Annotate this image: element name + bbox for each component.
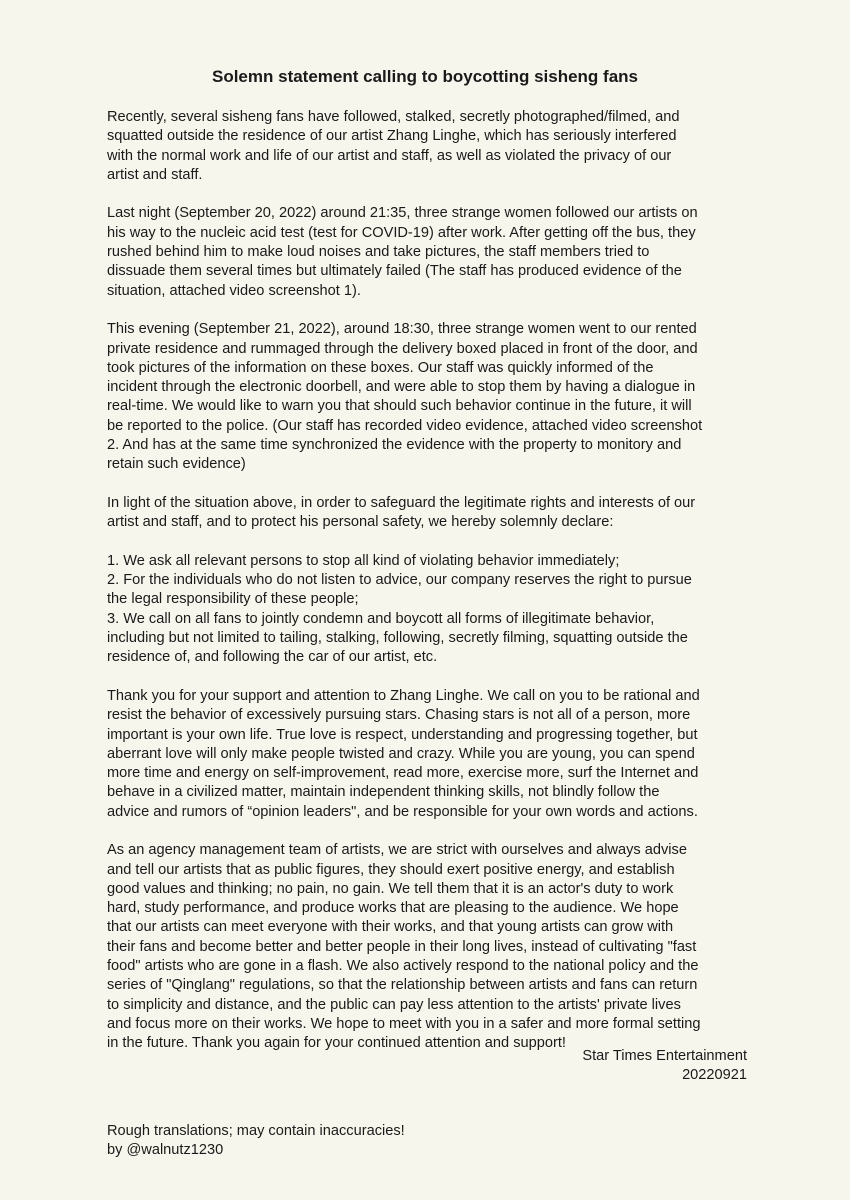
paragraph-3 [107, 320, 752, 474]
text-line: incident through the electronic doorbell, and were able to stop them by having a dialogue in [107, 379, 696, 396]
text-line: hard, study performance, and produce works that are pleasing to the audience. We hope [107, 900, 679, 917]
text-line: aberrant love will only make people twisted and crazy. While you are young, you can spend [107, 745, 695, 762]
text-line: Recently, several sisheng fans have followed, stalked, secretly photographed/filmed, and [107, 109, 680, 125]
text-line: with the normal work and life of our artist and staff, as well as violated the privacy of our [107, 147, 672, 164]
text-line: important is your own life. True love is respect, understanding and progressing together, but [107, 726, 698, 743]
text-line: and focus more on their works. We hope to meet with you in a safer and more formal setting [107, 1015, 701, 1032]
page-title: Solemn statement calling to boycotting sisheng fans [211, 67, 638, 86]
text-line: series of "Qinglang" regulations, so that the relationship between artists and fans can return [107, 977, 698, 994]
paragraph-7 [107, 841, 752, 1053]
text-line: squatted outside the residence of our artist Zhang Linghe, which has seriously interfered [107, 128, 677, 145]
text-line: dissuade them several times but ultimately failed (The staff has produced evidence of the [107, 263, 682, 280]
declaration-list [107, 552, 752, 668]
translation-note [107, 1122, 405, 1161]
text-line: behave in a civilized matter, maintain independent thinking skills, not blindly follow the [107, 784, 660, 801]
text-line: real-time. We would like to warn you that should such behavior continue in the future, it will [107, 398, 692, 415]
text-line: resist the behavior of excessively pursuing stars. Chasing stars is not all of a person, more [107, 707, 691, 724]
text-line: food" artists who are gone in a flash. We also actively respond to the national policy and the [107, 958, 699, 975]
translation-disclaimer: Rough translations; may contain inaccuracies! [107, 1123, 405, 1139]
text-line: advice and rumors of “opinion leaders", and be responsible for your own words and actions. [107, 803, 698, 820]
statement-body [107, 108, 752, 1073]
text-line: residence of, and following the car of our artist, etc. [107, 649, 438, 666]
text-line: more time and energy on self-improvement, read more, exercise more, surf the Internet and [107, 765, 699, 782]
text-line: As an agency management team of artists, we are strict with ourselves and always advise [107, 842, 687, 859]
text-line: including but not limited to tailing, stalking, following, secretly filming, squatting outside the [107, 630, 688, 647]
text-line: be reported to the police. (Our staff has recorded video evidence, attached video screenshot [107, 417, 703, 434]
text-line: rushed behind him to make loud noises and take pictures, the staff members tried to [107, 244, 650, 261]
text-line: artist and staff. [107, 166, 203, 183]
company-name: Star Times Entertainment [582, 1048, 747, 1064]
text-line: to simplicity and distance, and the public can pay less attention to the artists' private lives [107, 996, 681, 1013]
text-line: In light of the situation above, in order to safeguard the legitimate rights and interests of our [107, 494, 696, 511]
text-line: that our artists can meet everyone with their works, and that young artists can grow with [107, 919, 674, 936]
text-line: retain such evidence) [107, 456, 246, 473]
signature-block [582, 1047, 747, 1086]
text-line: Thank you for your support and attention to Zhang Linghe. We call on you to be rational and [107, 687, 700, 704]
text-line: in the future. Thank you again for your continued attention and support! [107, 1035, 566, 1052]
paragraph-4 [107, 494, 752, 533]
text-line: 3. We call on all fans to jointly condemn and boycott all forms of illegitimate behavior, [107, 610, 655, 627]
paragraph-6 [107, 687, 752, 822]
text-line: 1. We ask all relevant persons to stop all kind of violating behavior immediately; [107, 552, 620, 569]
text-line: private residence and rummaged through the delivery boxed placed in front of the door, and [107, 340, 698, 357]
text-line: his way to the nucleic acid test (test for COVID-19) after work. After getting off the bus, they [107, 224, 696, 241]
text-line: and tell our artists that as public figures, they should exert positive energy, and establish [107, 861, 675, 878]
text-line: the legal responsibility of these people; [107, 591, 359, 608]
text-line: took pictures of the information on these boxes. Our staff was quickly informed of the [107, 359, 654, 376]
paragraph-1 [107, 108, 752, 185]
text-line: Last night (September 20, 2022) around 21:35, three strange women followed our artists on [107, 205, 698, 222]
text-line: good values and thinking; no pain, no gain. We tell them that it is an actor's duty to work [107, 880, 674, 897]
text-line: their fans and become better and better people in their long lives, instead of cultivating "fast [107, 938, 697, 955]
text-line: This evening (September 21, 2022), around 18:30, three strange women went to our rented [107, 321, 697, 338]
text-line: artist and staff, and to protect his personal safety, we hereby solemnly declare: [107, 514, 614, 531]
statement-date: 20220921 [682, 1067, 747, 1084]
text-line: situation, attached video screenshot 1). [107, 282, 361, 299]
text-line: 2. For the individuals who do not listen to advice, our company reserves the right to pursue [107, 572, 692, 589]
text-line: 2. And has at the same time synchronized the evidence with the property to monitory and [107, 437, 682, 454]
paragraph-2 [107, 204, 752, 300]
translator-credit: by @walnutz1230 [107, 1142, 224, 1159]
